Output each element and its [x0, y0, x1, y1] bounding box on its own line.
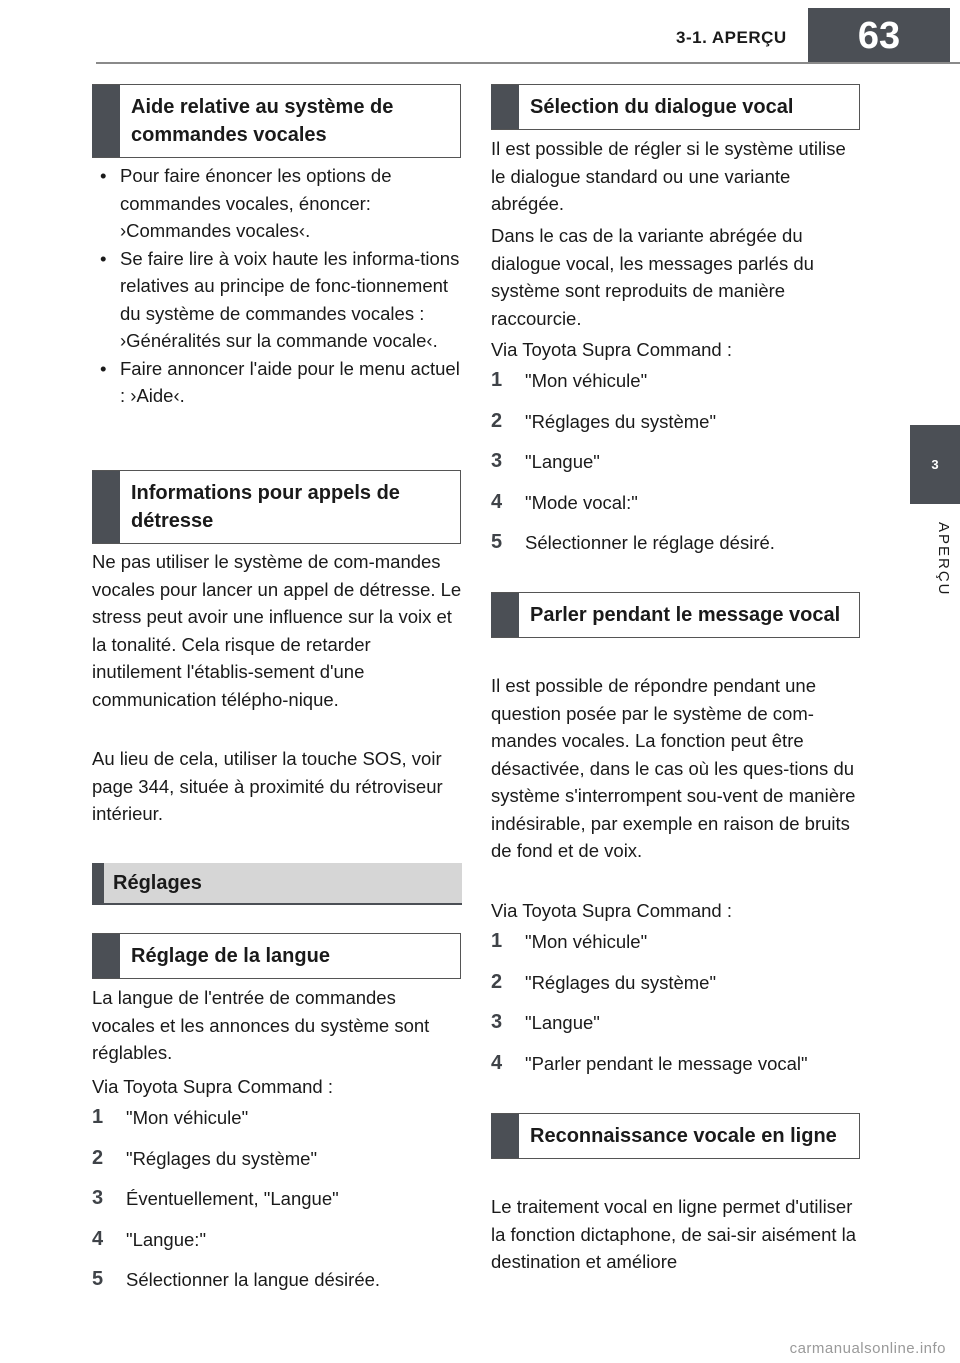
dialogue-paragraph-2: Dans le cas de la variante abrégée du dialogue vocal, les messages parlés du système sont reproduits de manière raccourcie.	[491, 225, 814, 329]
step-number: 3	[491, 1011, 503, 1033]
step-number: 5	[92, 1268, 104, 1290]
heading-detresse-text: Informations pour appels de détresse	[131, 482, 400, 532]
langue-steps	[92, 1104, 462, 1307]
step-text: "Mon véhicule"	[525, 370, 648, 391]
step-item	[491, 489, 861, 530]
detresse-paragraph-1: Ne pas utiliser le système de com-mandes vocales pour lancer un appel de détresse. Le stress peut avoir une influence sur la voix et la tonalité. Cela risque de retarder inutilement l'établis-sement d'une communication télépho-nique.	[92, 551, 462, 710]
heading-bar	[92, 85, 120, 157]
step-item	[92, 1185, 462, 1226]
header-divider	[96, 62, 960, 64]
step-item	[491, 367, 861, 408]
side-tab-number: 3	[910, 425, 960, 504]
heading-bar	[491, 85, 519, 129]
step-item	[491, 1009, 861, 1050]
heading-enligne-text: Reconnaissance vocale en ligne	[530, 1125, 837, 1147]
watermark-link[interactable]: carmanualsonline.info	[789, 1340, 946, 1357]
heading-dialogue-text: Sélection du dialogue vocal	[530, 96, 794, 118]
heading-langue-text: Réglage de la langue	[131, 945, 330, 967]
step-text: "Mon véhicule"	[525, 931, 648, 952]
heading-bar	[491, 593, 519, 637]
chapter-title: 3-1. APERÇU	[676, 28, 787, 47]
step-number: 2	[491, 970, 503, 993]
step-text: "Mon véhicule"	[126, 1107, 249, 1128]
heading-bar	[92, 471, 120, 543]
step-number: 4	[491, 490, 503, 513]
list-item: • Pour faire énoncer les options de commandes vocales, énoncer: ›Commandes vocales‹.	[92, 162, 462, 245]
side-tab-label: APERÇU	[935, 522, 952, 597]
dialogue-paragraph-3: Via Toyota Supra Command :	[491, 339, 732, 360]
list-item: • Faire annoncer l'aide pour le menu actuel : ›Aide‹.	[92, 355, 462, 410]
heading-detresse	[92, 470, 461, 544]
step-item	[491, 529, 861, 570]
detresse-paragraph-2: Au lieu de cela, utiliser la touche SOS, voir page 344, située à proximité du rétroviseur intérieur.	[92, 748, 443, 824]
langue-paragraph-1: La langue de l'entrée de commandes vocales et les annonces du système sont réglables.	[92, 987, 430, 1063]
section-bar	[92, 863, 104, 903]
step-text: "Parler pendant le message vocal"	[525, 1052, 808, 1074]
step-item	[92, 1104, 462, 1145]
step-item	[491, 408, 861, 449]
step-text: "Réglages du système"	[525, 971, 717, 993]
step-text: Sélectionner la langue désirée.	[126, 1269, 381, 1290]
heading-bar	[491, 1114, 519, 1158]
step-item	[491, 969, 861, 1010]
parler-paragraph-2: Via Toyota Supra Command :	[491, 900, 732, 921]
step-item	[92, 1145, 462, 1186]
heading-dialogue	[491, 84, 860, 130]
section-reglages-text: Réglages	[113, 872, 202, 894]
step-text: Sélectionner le réglage désiré.	[525, 532, 775, 553]
step-text: Éventuellement, "Langue"	[126, 1188, 339, 1209]
step-text: "Langue"	[525, 451, 600, 472]
aide-bullet-list	[92, 162, 462, 410]
step-text: "Réglages du système"	[126, 1147, 318, 1169]
step-item	[92, 1266, 462, 1307]
dialogue-steps	[491, 367, 861, 570]
step-text: "Langue"	[525, 1012, 600, 1033]
step-number: 1	[491, 930, 503, 952]
heading-enligne	[491, 1113, 860, 1159]
step-number: 2	[491, 409, 503, 432]
langue-paragraph-2: Via Toyota Supra Command :	[92, 1076, 333, 1097]
heading-langue	[92, 933, 461, 979]
list-item: • Se faire lire à voix haute les informa-tions relatives au principe de fonc-tionnement du système de commandes vocales : ›Généralités sur la commande vocale‹.	[92, 245, 462, 355]
enligne-paragraph-1: Le traitement vocal en ligne permet d'utiliser la fonction dictaphone, de sai-sir aisément la destination et améliore	[491, 1196, 857, 1272]
heading-bar	[92, 934, 120, 978]
heading-parler-text: Parler pendant le message vocal	[530, 604, 841, 626]
step-number: 1	[491, 369, 503, 391]
step-number: 5	[491, 531, 503, 553]
heading-parler	[491, 592, 860, 638]
parler-steps	[491, 928, 861, 1090]
page-number: 63	[808, 8, 950, 64]
step-number: 4	[92, 1227, 104, 1250]
step-number: 3	[491, 450, 503, 472]
step-text: "Mode vocal:"	[525, 491, 638, 513]
section-reglages	[92, 863, 462, 905]
step-number: 4	[491, 1051, 503, 1074]
dialogue-paragraph-1: Il est possible de régler si le système utilise le dialogue standard ou une variante abrégée.	[491, 138, 846, 214]
step-text: "Langue:"	[126, 1228, 207, 1250]
heading-aide	[92, 84, 461, 158]
step-item	[491, 1050, 861, 1091]
step-number: 2	[92, 1146, 104, 1169]
step-item	[491, 448, 861, 489]
step-number: 3	[92, 1187, 104, 1209]
parler-paragraph-1: Il est possible de répondre pendant une question posée par le système de com-mandes vocales. La fonction peut être désactivée, dans le cas où les ques-tions du système s'interrompent sou-vent de manière indésirable, par exemple en raison de bruits de fond et de voix.	[491, 675, 856, 861]
step-number: 1	[92, 1106, 104, 1128]
heading-aide-text: Aide relative au système de commandes vocales	[131, 96, 394, 146]
step-text: "Réglages du système"	[525, 410, 717, 432]
step-item	[491, 928, 861, 969]
step-item	[92, 1226, 462, 1267]
